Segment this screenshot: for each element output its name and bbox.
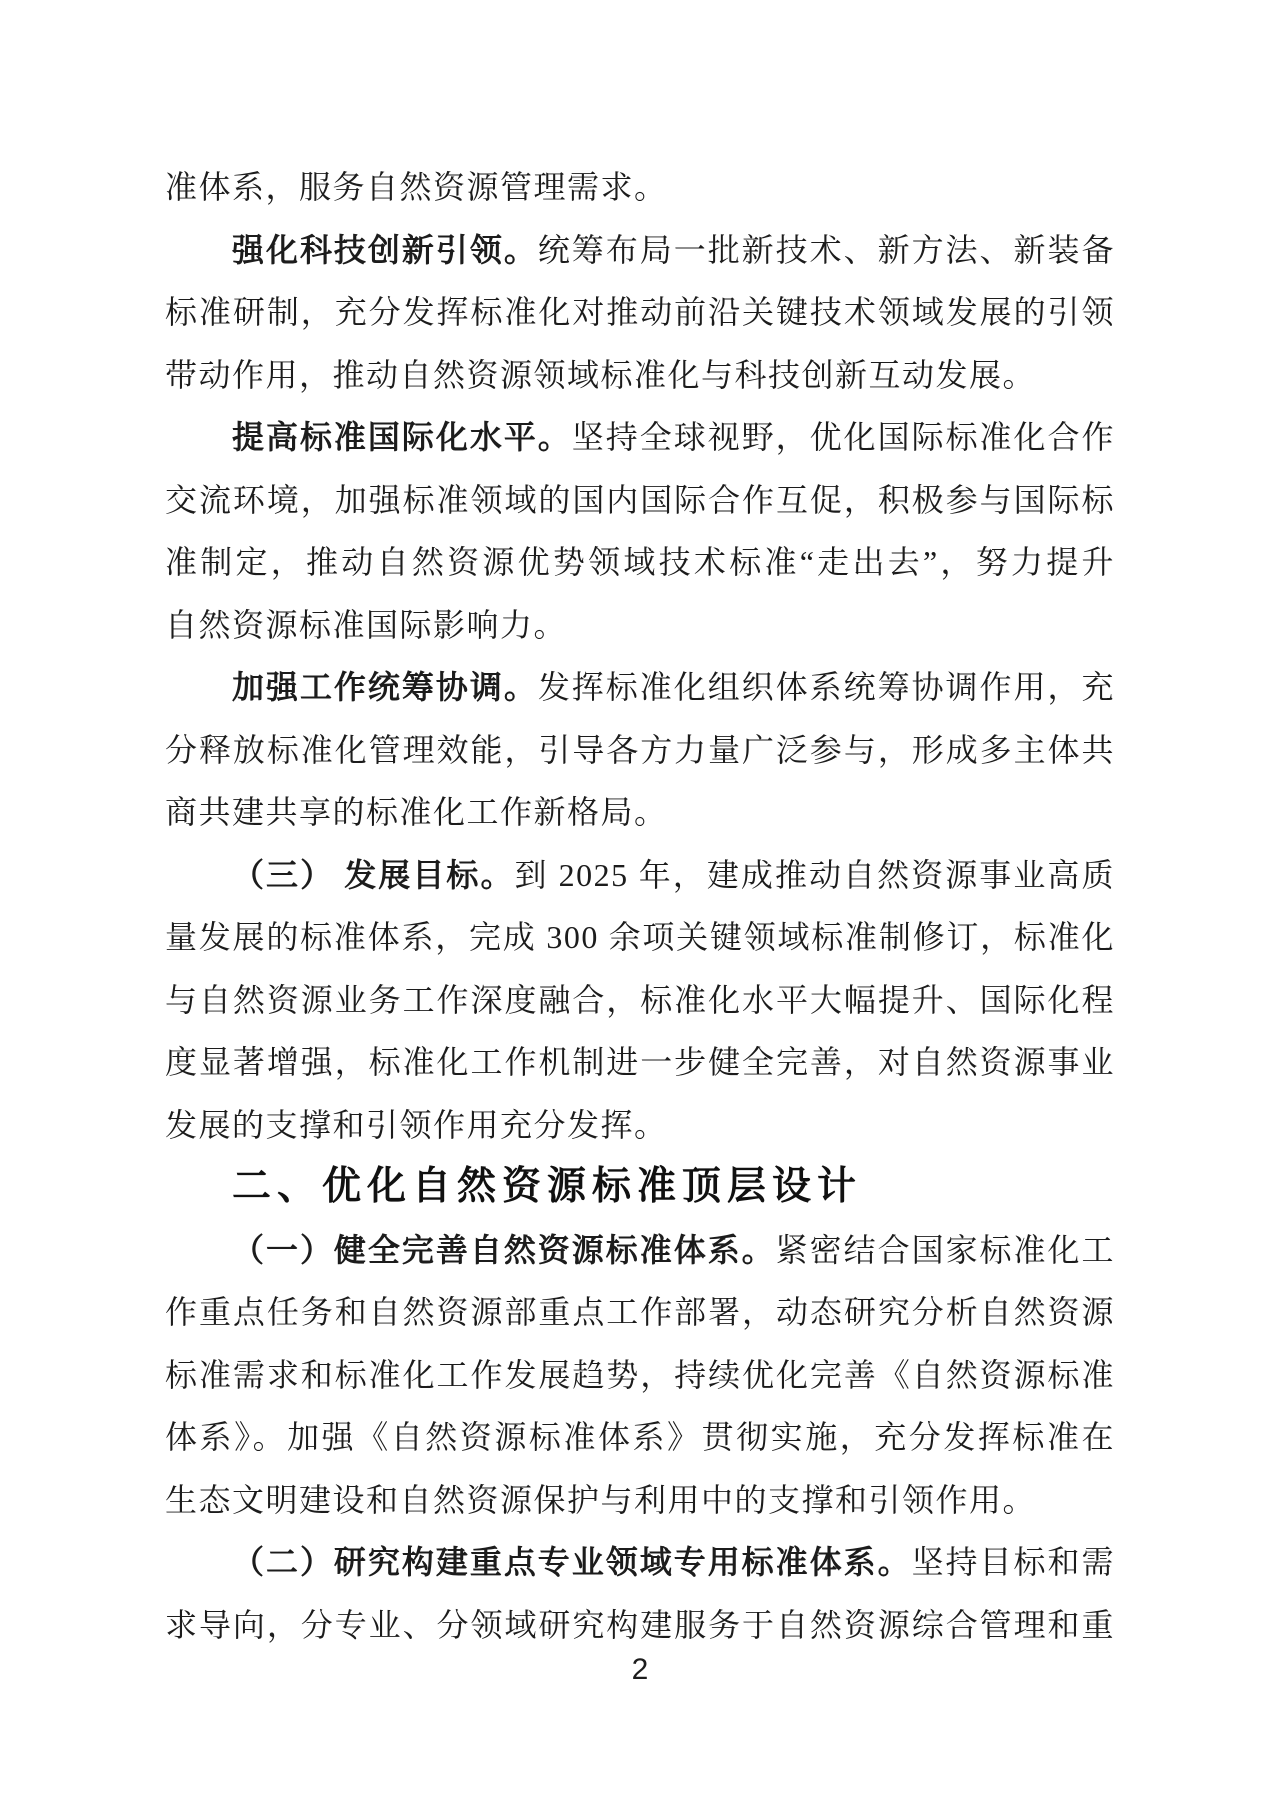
line-text: 自然资源标准国际影响力。 xyxy=(165,606,568,643)
line-text: 发挥标准化组织体系统筹协调作用，充 xyxy=(537,669,1115,705)
text-line xyxy=(165,1594,1115,1657)
text-line xyxy=(165,1094,1115,1157)
text-line xyxy=(165,1344,1115,1407)
line-text: 坚持目标和需 xyxy=(911,1544,1115,1580)
section-heading xyxy=(165,1156,1115,1219)
line-text: 量发展的标准体系，完成 300 余项关键领域标准制修订，标准化 xyxy=(165,919,1115,955)
text-line xyxy=(165,781,1115,844)
line-text: 求导向，分专业、分领域研究构建服务于自然资源综合管理和重 xyxy=(165,1606,1115,1643)
line-text: 标准需求和标准化工作发展趋势，持续优化完善《自然资源标准 xyxy=(165,1356,1115,1393)
text-line xyxy=(165,969,1115,1032)
line-emphasis: （二）研究构建重点专业领域专用标准体系。 xyxy=(232,1544,912,1580)
line-emphasis: （一）健全完善自然资源标准体系。 xyxy=(232,1231,776,1268)
text-line xyxy=(165,1531,1115,1594)
line-text: 交流环境，加强标准领域的国内国际合作互促，积极参与国际标 xyxy=(165,481,1115,518)
text-line xyxy=(165,1406,1115,1469)
text-line xyxy=(165,1219,1115,1282)
text-line xyxy=(165,656,1115,719)
line-text: 商共建共享的标准化工作新格局。 xyxy=(165,794,668,830)
line-text: 度显著增强，标准化工作机制进一步健全完善，对自然资源事业 xyxy=(165,1044,1115,1080)
line-text: 与自然资源业务工作深度融合，标准化水平大幅提升、国际化程 xyxy=(165,981,1115,1018)
text-line xyxy=(165,1281,1115,1344)
line-text: 标准研制，充分发挥标准化对推动前沿关键技术领域发展的引领 xyxy=(165,294,1115,330)
text-line xyxy=(165,156,1115,219)
line-text: 分释放标准化管理效能，引导各方力量广泛参与，形成多主体共 xyxy=(165,731,1115,768)
line-emphasis: （三） 发展目标。 xyxy=(232,856,515,893)
page-footer xyxy=(0,1650,1280,1690)
line-text: 作重点任务和自然资源部重点工作部署，动态研究分析自然资源 xyxy=(165,1294,1115,1330)
text-line xyxy=(165,219,1115,282)
line-text: 准制定，推动自然资源优势领域技术标准“走出去”，努力提升 xyxy=(165,544,1115,580)
line-emphasis: 提高标准国际化水平。 xyxy=(232,419,572,455)
text-line xyxy=(165,1031,1115,1094)
line-emphasis: 二、优化自然资源标准顶层设计 xyxy=(232,1165,863,1208)
text-line xyxy=(165,594,1115,657)
line-text: 到 2025 年，建成推动自然资源事业高质 xyxy=(514,856,1115,893)
line-text: 生态文明建设和自然资源保护与利用中的支撑和引领作用。 xyxy=(165,1481,1037,1518)
page-number: 2 xyxy=(631,1653,649,1686)
line-text: 统筹布局一批新技术、新方法、新装备 xyxy=(537,231,1115,268)
text-line xyxy=(165,844,1115,907)
line-text: 带动作用，推动自然资源领域标准化与科技创新互动发展。 xyxy=(165,356,1037,393)
line-text: 紧密结合国家标准化工 xyxy=(775,1231,1115,1268)
text-line xyxy=(165,719,1115,782)
line-text: 发展的支撑和引领作用充分发挥。 xyxy=(165,1106,668,1143)
line-text: 坚持全球视野，优化国际标准化合作 xyxy=(571,419,1115,455)
text-line xyxy=(165,344,1115,407)
line-text: 体系》。加强《自然资源标准体系》贯彻实施，充分发挥标准在 xyxy=(165,1419,1115,1455)
text-line xyxy=(165,406,1115,469)
line-text: 准体系，服务自然资源管理需求。 xyxy=(165,169,668,205)
line-emphasis: 强化科技创新引领。 xyxy=(232,231,538,268)
line-emphasis: 加强工作统筹协调。 xyxy=(232,669,538,705)
text-line xyxy=(165,906,1115,969)
text-line xyxy=(165,469,1115,532)
text-line xyxy=(165,1469,1115,1532)
text-line xyxy=(165,281,1115,344)
text-block xyxy=(165,156,1115,1656)
text-line xyxy=(165,531,1115,594)
